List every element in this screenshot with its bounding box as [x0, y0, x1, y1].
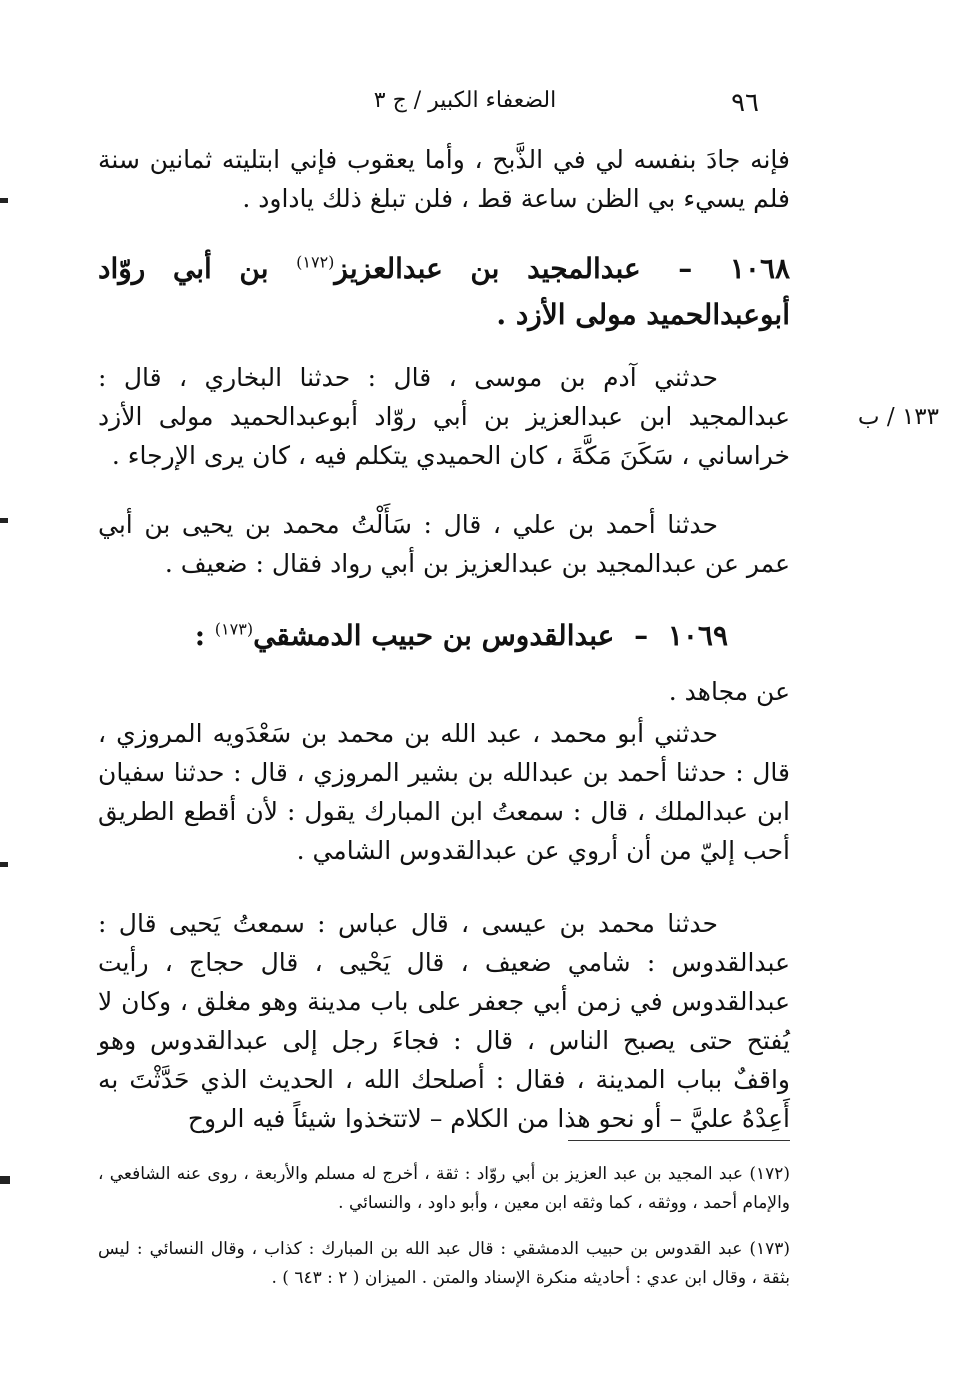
running-title: الضعفاء الكبير / ج ٣ — [373, 88, 557, 113]
page-number: ٩٦ — [731, 88, 759, 118]
footnote-ref-173: (١٧٣) — [214, 619, 254, 639]
entry-1068-narration-1 — [98, 358, 790, 475]
entry-1068-narration-2 — [98, 505, 790, 583]
entry-name-rest: : — [194, 619, 206, 652]
entry-1068 — [98, 246, 790, 338]
footnote-divider — [568, 1140, 790, 1141]
entry-1069-heading — [98, 613, 728, 659]
footnote-ref-172: (١٧٢) — [296, 252, 335, 272]
entry-dash: – — [678, 252, 693, 285]
edge-mark — [0, 862, 8, 867]
narration-paragraph: حدثني أبو محمد ، عبد الله بن محمد بن سَعْدَويه المروزي ، قال : حدثنا أحمد بن عبدالله بن بشير المروزي ، قال : حدثنا سفيان ابن عبدالملك ، قال : سمعتُ ابن المبارك يقول : لأن أقطع الطريق أحب إليّ من أن أروي عن عبدالقدوس الشامي . — [98, 719, 790, 865]
edge-mark — [0, 1176, 10, 1184]
continuation-text — [98, 140, 790, 218]
entry-number: ١٠٦٨ — [729, 252, 791, 285]
entry-name: عبدالقدوس بن حبيب الدمشقي — [253, 619, 615, 652]
continuation-paragraph: فإنه جادَ بنفسه لي في الذَّبح ، وأما يعقوب فإني ابتليته ثمانين سنة فلم يسيء بي الظن ساعة قط ، فلن تبلغ ذلك ياداود . — [98, 145, 790, 213]
source-line: عن مجاهد . — [668, 677, 790, 706]
narration-paragraph: حدثني آدم بن موسى ، قال : حدثنا البخاري ، قال : عبدالمجيد ابن عبدالعزيز بن أبي روّاد أبوعبدالحميد مولى الأزد خراساني ، سَكَنَ مَكَّةَ ، كان الحميدي يتكلم فيه ، كان يرى الإرجاء . — [98, 363, 790, 470]
narration-paragraph: حدثنا محمد بن عيسى ، قال عباس : سمعتُ يَحيى قال : عبدالقدوس : شامي ضعيف ، قال يَحْيى ، قال حجاج ، رأيت عبدالقدوس في زمن أبي جعفر على باب مدينة وهو مغلق ، وكان لا يُفتح حتى يصبح الناس ، قال : فجاءَ رجل إلى عبدالقدوس وهو واقفٌ بباب المدينة ، فقال : أصلحك الله ، الحديث الذي حَدَّثْتَ به أَعِدْهُ عليَّ – أو نحو هذا من الكلام – لاتتخذوا شيئاً فيه الروح — [98, 909, 790, 1133]
entry-1069-first-line — [98, 672, 790, 711]
entry-1069 — [98, 613, 790, 659]
entry-name: عبدالمجيد بن عبدالعزيز — [334, 252, 641, 285]
entry-1068-heading — [98, 246, 790, 338]
entry-1069-narration-2 — [98, 904, 790, 1138]
entry-1069-narration-1 — [98, 714, 790, 870]
edge-mark — [0, 198, 8, 203]
manuscript-folio-note: ١٣٣ / ب — [857, 404, 939, 430]
narration-paragraph: حدثنا أحمد بن علي ، قال : سَأَلْتُ محمد بن يحيى بن أبي عمر عن عبدالمجيد بن عبدالعزيز بن أبي رواد فقال : ضعيف . — [98, 510, 790, 578]
edge-mark — [0, 518, 8, 523]
footnote-172: (١٧٢) عبد المجيد بن عبد العزيز بن أبي روّاد : ثقة ، أخرج له مسلم والأربعة ، روى عنه الشافعي ، والإمام أحمد ، ووثقه ، كما وثقه ابن معين ، وأبو داود ، والنسائي . — [98, 1164, 790, 1213]
footnote-173: (١٧٣) عبد القدوس بن حبيب الدمشقي : قال عبد الله بن المبارك : كذاب ، وقال النسائي : ليس بثقة ، وقال ابن عدي : أحاديثه منكرة الإسناد والمتن . الميزان ( ٢ : ٦٤٣ ) . — [98, 1239, 790, 1288]
entry-number: ١٠٦٩ — [667, 619, 728, 652]
entry-dash: – — [634, 619, 649, 652]
entry-name-rest: بن أبي روّاد أبوعبدالحميد مولى الأزد . — [98, 252, 790, 331]
